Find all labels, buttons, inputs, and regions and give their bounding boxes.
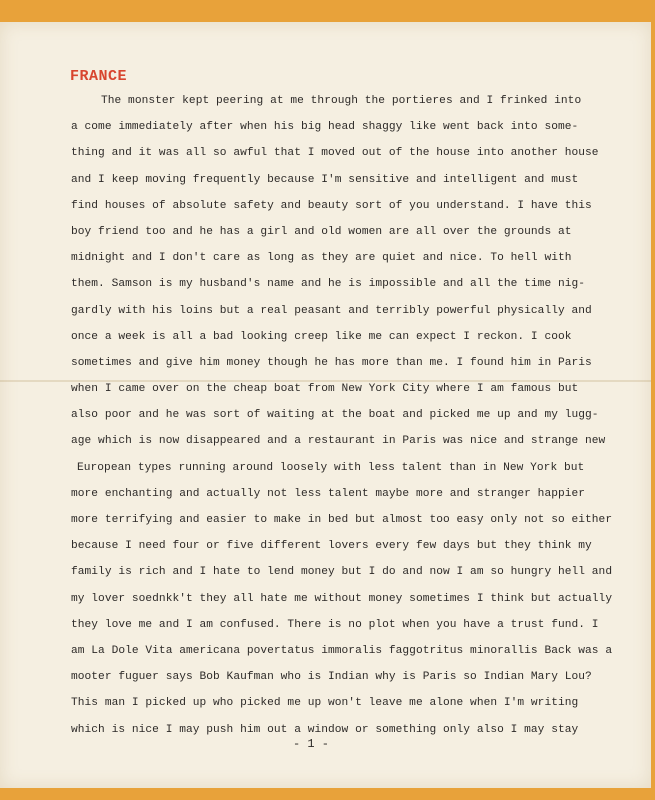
text-line: also poor and he was sort of waiting at the boat and picked me up and my lugg- [71,409,599,422]
text-line: midnight and I don't care as long as they are quiet and nice. To hell with [71,252,572,265]
text-line: more enchanting and actually not less talent maybe more and stranger happier [71,487,586,500]
typewritten-body [71,88,631,743]
text-line: a come immediately after when his big head shaggy like went back into some- [71,121,579,134]
text-line: more terrifying and easier to make in bed but almost too easy only not so either [71,514,613,526]
text-line: European types running around loosely with less talent than in New York but [77,461,585,474]
page-number: - 1 - [293,737,330,751]
text-line: when I came over on the cheap boat from New York City where I am famous but [71,383,579,396]
page-heading: FRANCE [70,68,128,85]
text-line: find houses of absolute safety and beauty sort of you understand. I have this [71,199,592,212]
text-line: The monster kept peering at me through the portieres and I frinked into [101,95,582,107]
text-line: thing and it was all so awful that I moved out of the house into another house [71,147,599,160]
text-line: because I need four or five different lovers every few days but they think my [71,540,592,553]
text-line: and I keep moving frequently because I'm sensitive and intelligent and must [71,173,579,186]
text-line: This man I picked up who picked me up won't leave me alone when I'm writing [71,697,579,710]
text-line: they love me and I am confused. There is no plot when you have a trust fund. I [71,618,599,631]
text-line: boy friend too and he has a girl and old women are all over the grounds at [71,225,572,238]
text-line: sometimes and give him money though he has more than me. I found him in Paris [71,356,592,369]
text-line: once a week is all a bad looking creep like me can expect I reckon. I cook [71,330,572,343]
text-line: age which is now disappeared and a restaurant in Paris was nice and strange new [71,435,606,448]
text-line: family is rich and I hate to lend money but I do and now I am so hungry hell and [71,566,613,579]
text-line: am La Dole Vita americana povertatus immoralis faggotritus minorallis Back was a [71,644,613,657]
text-line: them. Samson is my husband's name and he is impossible and all the time nig- [71,278,586,291]
text-line: which is nice I may push him out a window or something only also I may stay [71,723,579,736]
text-line: my lover soednkk't they all hate me without money sometimes I think but actually [71,592,613,605]
text-line: mooter fuguer says Bob Kaufman who is Indian why is Paris so Indian Mary Lou? [71,671,592,684]
text-line: gardly with his loins but a real peasant and terribly powerful physically and [71,304,592,317]
